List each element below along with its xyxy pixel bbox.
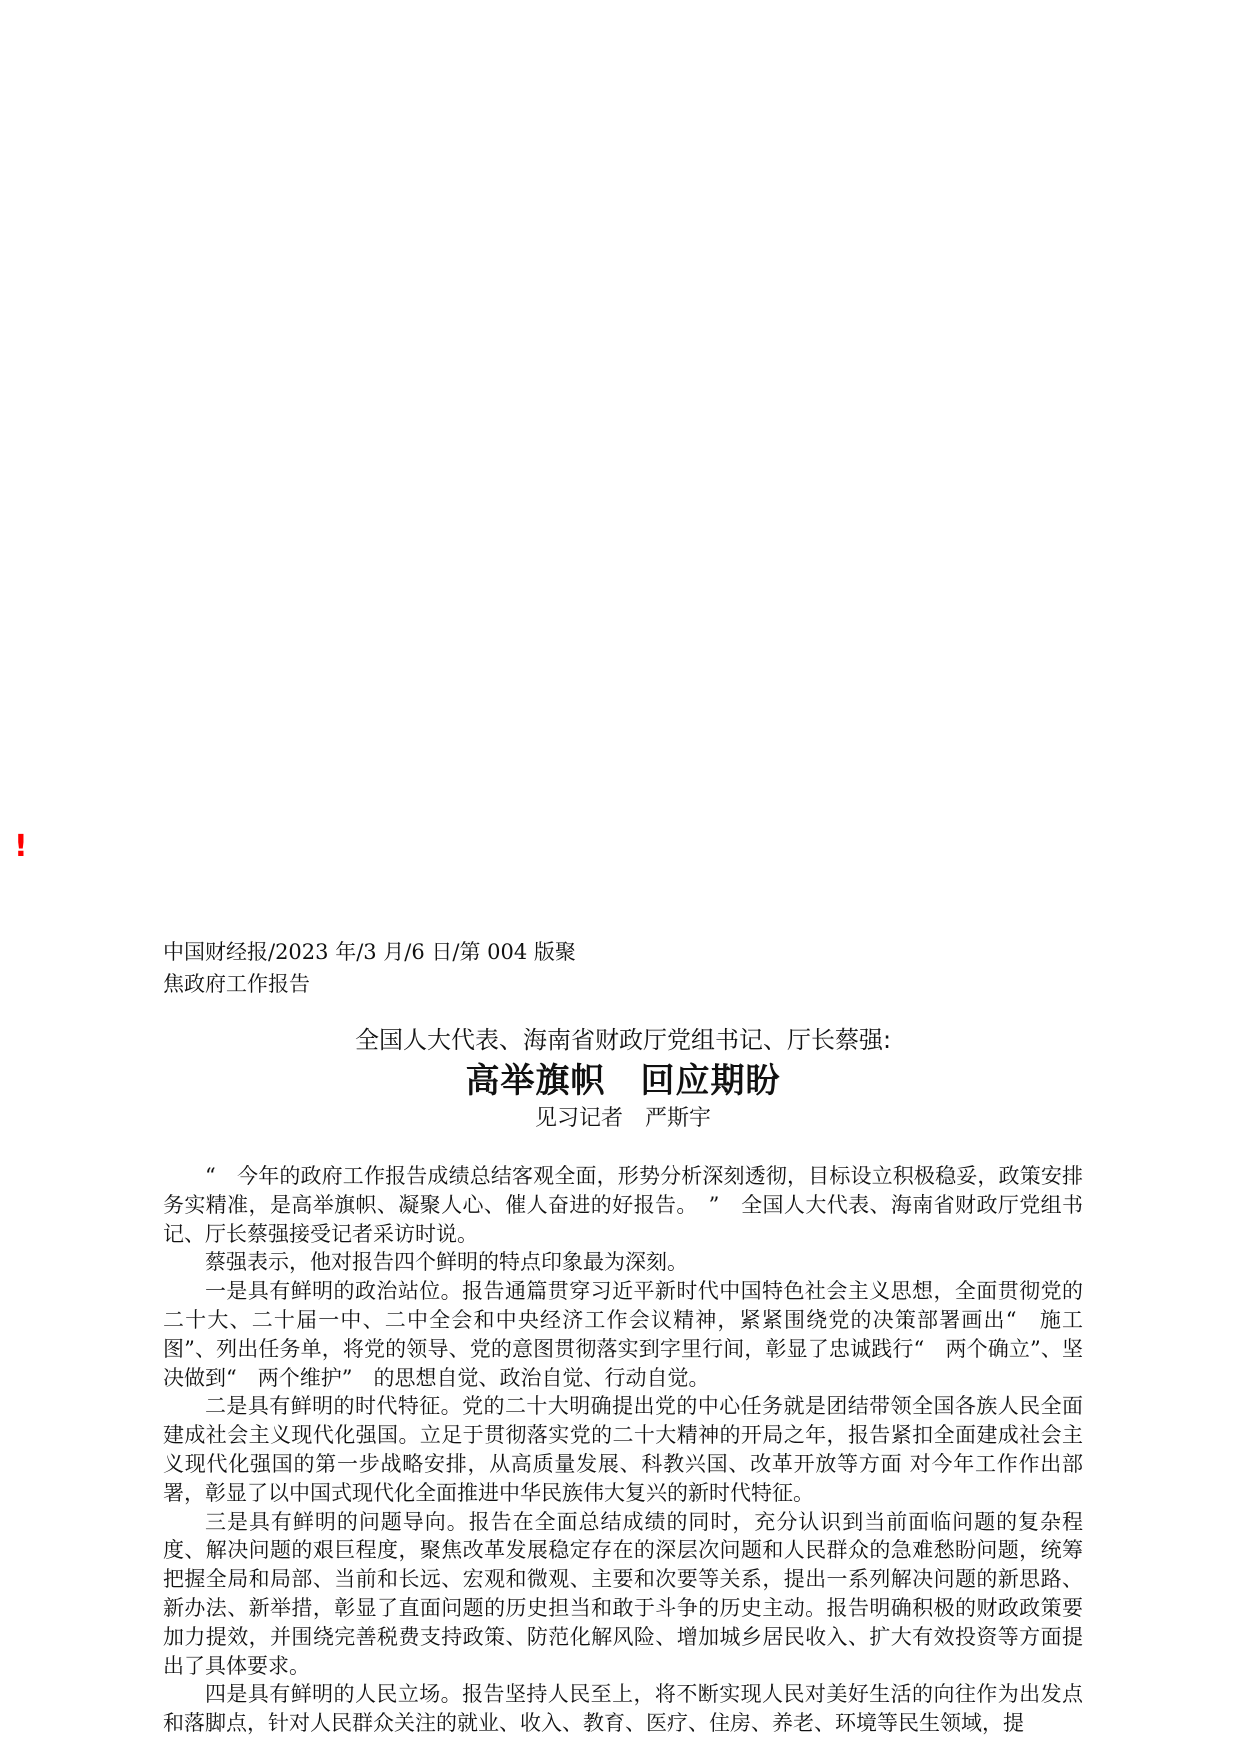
- paragraph: 二是具有鲜明的时代特征。党的二十大明确提出党的中心任务就是团结带领全国各族人民全面建成社会主义现代化强国。立足于贯彻落实党的二十大精神的开局之年，报告紧扣全面建成社会主义现代化强国的第一步战略安排，从高质量发展、科教兴国、改革开放等方面 对今年工作作出部署，彰显了以中国式现代化全面推进中华民族伟大复兴的新时代特征。: [163, 1394, 1083, 1505]
- paragraph: 三是具有鲜明的问题导向。报告在全面总结成绩的同时，充分认识到当前面临问题的复杂程度、解决问题的艰巨程度，聚焦改革发展稳定存在的深层次问题和人民群众的急难愁盼问题，统筹把握全局和局部、当前和长远、宏观和微观、主要和次要等关系，提出一系列解决问题的新思路、新办法、新举措，彰显了直面问题的历史担当和敢于斗争的历史主动。报告明确积极的财政政策要加力提效，并围绕完善税费支持政策、防范化解风险、增加城乡居民收入、扩大有效投资等方面提出了具体要求。: [163, 1509, 1083, 1678]
- byline: 见习记者 严斯宇: [534, 1106, 711, 1131]
- paragraph: 一是具有鲜明的政治站位。报告通篇贯穿习近平新时代中国特色社会主义思想，全面贯彻党的二十大、二十届一中、二中全会和中央经济工作会议精神，紧紧围绕党的决策部署画出“ 施工图”、列出任务单，将党的领导、党的意图贯彻落实到字里行间，彰显了忠诚践行“ 两个确立”、坚决做到“ 两个维护” 的思想自觉、政治自觉、行动自觉。: [163, 1279, 1083, 1390]
- paragraph: 四是具有鲜明的人民立场。报告坚持人民至上，将不断实现人民对美好生活的向往作为出发点和落脚点，针对人民群众关注的就业、收入、教育、医疗、住房、养老、环境等民生领域，提: [163, 1682, 1083, 1736]
- paragraph: 蔡强表示，他对报告四个鲜明的特点印象最为深刻。: [205, 1250, 688, 1275]
- article-title: 高举旗帜 回应期盼: [465, 1061, 781, 1101]
- source-line: 中国财经报/2023 年/3 月/6 日/第 004 版聚焦政府工作报告: [163, 940, 576, 996]
- kicker-headline: 全国人大代表、海南省财政厅党组书记、厅长蔡强:: [354, 1026, 892, 1054]
- article-body: [163, 1162, 1083, 1738]
- alert-mark: !: [14, 829, 28, 864]
- paragraph: “ 今年的政府工作报告成绩总结客观全面，形势分析深刻透彻，目标设立积极稳妥，政策安排务实精准，是高举旗帜、凝聚人心、催人奋进的好报告。 ” 全国人大代表、海南省财政厅党组书记、厅长蔡强接受记者采访时说。: [163, 1164, 1083, 1246]
